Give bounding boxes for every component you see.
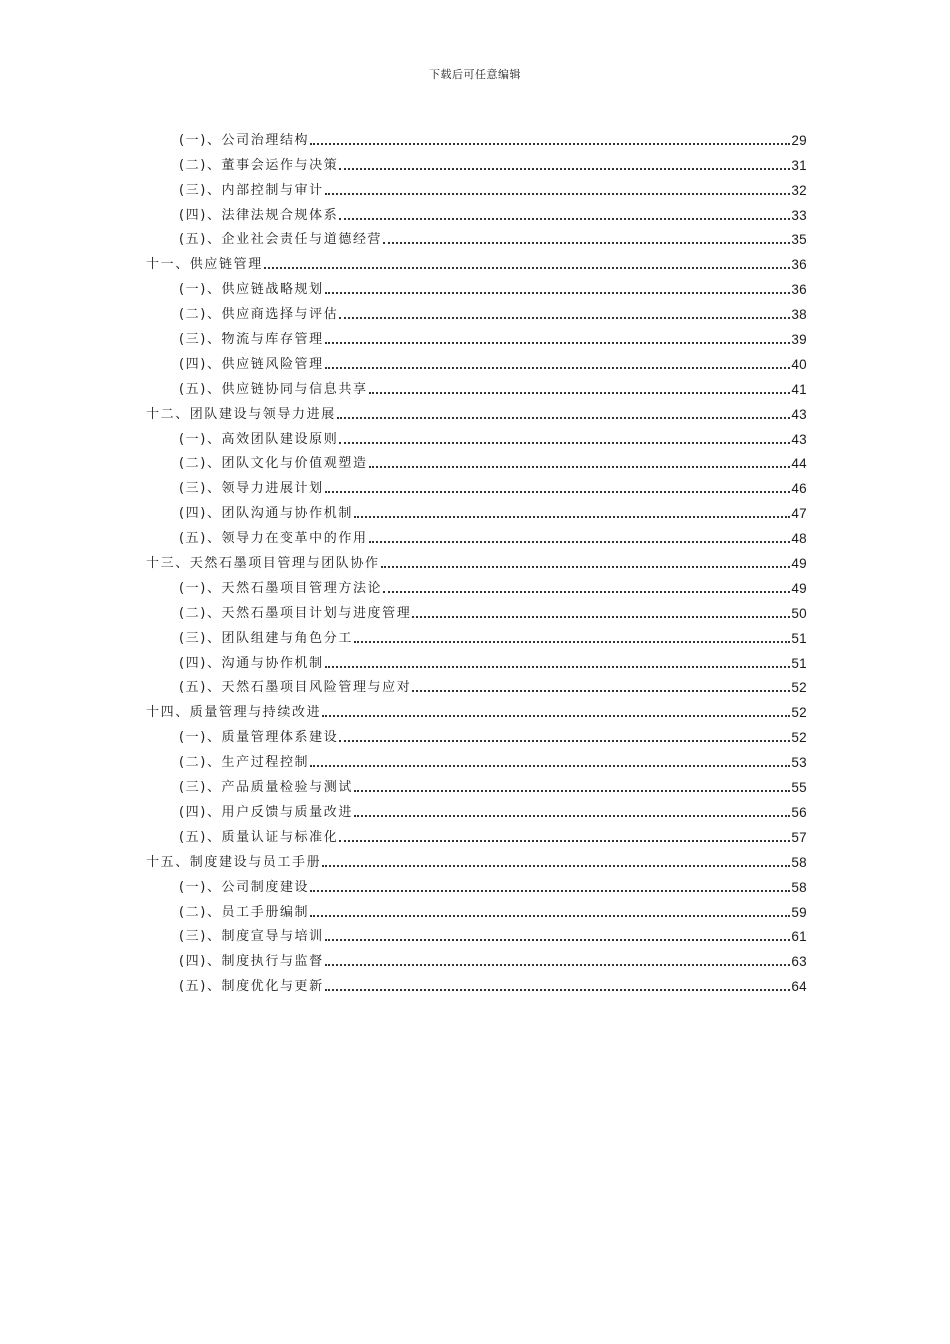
toc-section-entry[interactable] <box>146 498 807 523</box>
toc-page-number: 29 <box>791 132 807 148</box>
toc-page-number: 50 <box>791 605 807 621</box>
toc-page-number: 36 <box>791 257 807 273</box>
toc-dot-leader <box>310 890 790 892</box>
toc-entry-title: (三)、产品质量检验与测试 <box>179 780 353 796</box>
toc-dot-leader <box>339 442 790 444</box>
toc-page-number: 49 <box>791 556 807 572</box>
toc-dot-leader <box>310 915 790 917</box>
toc-section-entry[interactable] <box>146 299 807 324</box>
toc-section-entry[interactable] <box>146 473 807 498</box>
toc-page-number: 44 <box>791 456 807 472</box>
toc-page-number: 64 <box>791 979 807 995</box>
toc-entry-title: 十一、供应链管理 <box>146 257 263 273</box>
toc-page-number: 58 <box>791 879 807 895</box>
toc-section-entry[interactable] <box>146 897 807 922</box>
toc-section-entry[interactable] <box>146 523 807 548</box>
toc-section-entry[interactable] <box>146 274 807 299</box>
toc-entry-title: (五)、领导力在变革中的作用 <box>179 531 368 547</box>
toc-entry-title: (三)、制度宣导与培训 <box>179 929 324 945</box>
toc-section-entry[interactable] <box>146 374 807 399</box>
toc-dot-leader <box>354 790 790 792</box>
toc-page-number: 51 <box>791 630 807 646</box>
toc-chapter-entry[interactable] <box>146 847 807 872</box>
toc-dot-leader <box>339 740 790 742</box>
toc-dot-leader <box>354 516 790 518</box>
toc-entry-title: (一)、高效团队建设原则 <box>179 431 339 447</box>
toc-dot-leader <box>339 168 790 170</box>
toc-entry-title: (一)、公司制度建设 <box>179 879 310 895</box>
toc-page-number: 31 <box>791 157 807 173</box>
toc-entry-title: (二)、员工手册编制 <box>179 904 310 920</box>
toc-section-entry[interactable] <box>146 772 807 797</box>
toc-dot-leader <box>325 989 791 991</box>
toc-page-number: 43 <box>791 406 807 422</box>
toc-section-entry[interactable] <box>146 797 807 822</box>
toc-dot-leader <box>412 690 790 692</box>
toc-dot-leader <box>339 218 790 220</box>
toc-page-number: 40 <box>791 356 807 372</box>
toc-chapter-entry[interactable] <box>146 249 807 274</box>
toc-dot-leader <box>325 342 791 344</box>
toc-entry-title: (四)、团队沟通与协作机制 <box>179 506 353 522</box>
toc-dot-leader <box>354 641 790 643</box>
toc-dot-leader <box>339 317 790 319</box>
toc-dot-leader <box>310 143 790 145</box>
toc-entry-title: (一)、供应链战略规划 <box>179 282 324 298</box>
toc-dot-leader <box>369 541 791 543</box>
toc-page-number: 57 <box>791 829 807 845</box>
toc-dot-leader <box>322 865 790 867</box>
toc-page-number: 59 <box>791 904 807 920</box>
toc-entry-title: (五)、制度优化与更新 <box>179 979 324 995</box>
toc-dot-leader <box>369 466 791 468</box>
toc-entry-title: (四)、供应链风险管理 <box>179 356 324 372</box>
toc-entry-title: (五)、天然石墨项目风险管理与应对 <box>179 680 412 696</box>
toc-entry-title: (三)、团队组建与角色分工 <box>179 630 353 646</box>
toc-dot-leader <box>354 815 790 817</box>
toc-page-number: 55 <box>791 780 807 796</box>
toc-dot-leader <box>383 591 790 593</box>
toc-page-number: 63 <box>791 954 807 970</box>
toc-entry-title: (一)、天然石墨项目管理方法论 <box>179 580 383 596</box>
toc-section-entry[interactable] <box>146 922 807 947</box>
toc-chapter-entry[interactable] <box>146 548 807 573</box>
toc-entry-title: 十二、团队建设与领导力进展 <box>146 406 336 422</box>
toc-entry-title: 十三、天然石墨项目管理与团队协作 <box>146 556 380 572</box>
toc-page-number: 48 <box>791 531 807 547</box>
toc-page-number: 52 <box>791 705 807 721</box>
toc-page-number: 38 <box>791 307 807 323</box>
table-of-contents <box>146 125 807 996</box>
toc-dot-leader <box>325 367 791 369</box>
toc-entry-title: (三)、物流与库存管理 <box>179 332 324 348</box>
toc-section-entry[interactable] <box>146 200 807 225</box>
toc-page-number: 35 <box>791 232 807 248</box>
toc-section-entry[interactable] <box>146 324 807 349</box>
toc-dot-leader <box>412 616 790 618</box>
toc-section-entry[interactable] <box>146 946 807 971</box>
toc-section-entry[interactable] <box>146 349 807 374</box>
toc-page-number: 52 <box>791 680 807 696</box>
toc-dot-leader <box>325 964 791 966</box>
toc-page-number: 49 <box>791 580 807 596</box>
toc-section-entry[interactable] <box>146 648 807 673</box>
toc-chapter-entry[interactable] <box>146 697 807 722</box>
toc-page-number: 36 <box>791 282 807 298</box>
toc-section-entry[interactable] <box>146 872 807 897</box>
toc-page-number: 43 <box>791 431 807 447</box>
toc-entry-title: (二)、天然石墨项目计划与进度管理 <box>179 605 412 621</box>
toc-section-entry[interactable] <box>146 449 807 474</box>
toc-section-entry[interactable] <box>146 125 807 150</box>
toc-page-number: 52 <box>791 730 807 746</box>
toc-section-entry[interactable] <box>146 822 807 847</box>
toc-dot-leader <box>325 666 791 668</box>
toc-entry-title: (五)、质量认证与标准化 <box>179 829 339 845</box>
toc-section-entry[interactable] <box>146 424 807 449</box>
toc-section-entry[interactable] <box>146 673 807 698</box>
toc-page-number: 41 <box>791 381 807 397</box>
toc-entry-title: (四)、法律法规合规体系 <box>179 207 339 223</box>
toc-entry-title: (二)、团队文化与价值观塑造 <box>179 456 368 472</box>
toc-page-number: 39 <box>791 332 807 348</box>
toc-dot-leader <box>339 840 790 842</box>
toc-entry-title: (二)、供应商选择与评估 <box>179 307 339 323</box>
page-header: 下载后可任意编辑 <box>429 68 521 81</box>
toc-entry-title: (三)、内部控制与审计 <box>179 182 324 198</box>
toc-section-entry[interactable] <box>146 598 807 623</box>
toc-section-entry[interactable] <box>146 971 807 996</box>
toc-entry-title: (二)、生产过程控制 <box>179 755 310 771</box>
toc-entry-title: (五)、供应链协同与信息共享 <box>179 381 368 397</box>
toc-dot-leader <box>369 392 791 394</box>
toc-dot-leader <box>310 765 790 767</box>
toc-page-number: 32 <box>791 182 807 198</box>
toc-dot-leader <box>264 267 791 269</box>
toc-section-entry[interactable] <box>146 150 807 175</box>
toc-chapter-entry[interactable] <box>146 399 807 424</box>
toc-entry-title: (五)、企业社会责任与道德经营 <box>179 232 383 248</box>
toc-entry-title: (三)、领导力进展计划 <box>179 481 324 497</box>
toc-page-number: 53 <box>791 755 807 771</box>
toc-page-number: 46 <box>791 481 807 497</box>
toc-section-entry[interactable] <box>146 623 807 648</box>
toc-entry-title: (四)、制度执行与监督 <box>179 954 324 970</box>
toc-entry-title: (二)、董事会运作与决策 <box>179 157 339 173</box>
toc-section-entry[interactable] <box>146 175 807 200</box>
toc-entry-title: 十四、质量管理与持续改进 <box>146 705 322 721</box>
toc-section-entry[interactable] <box>146 747 807 772</box>
toc-entry-title: 十五、制度建设与员工手册 <box>146 854 322 870</box>
toc-dot-leader <box>381 566 791 568</box>
toc-page-number: 33 <box>791 207 807 223</box>
toc-dot-leader <box>325 292 791 294</box>
toc-section-entry[interactable] <box>146 225 807 250</box>
toc-page-number: 51 <box>791 655 807 671</box>
toc-dot-leader <box>325 939 791 941</box>
toc-entry-title: (四)、沟通与协作机制 <box>179 655 324 671</box>
toc-dot-leader <box>322 715 790 717</box>
toc-page-number: 47 <box>791 506 807 522</box>
toc-dot-leader <box>325 193 791 195</box>
toc-entry-title: (四)、用户反馈与质量改进 <box>179 804 353 820</box>
toc-page-number: 56 <box>791 804 807 820</box>
toc-section-entry[interactable] <box>146 722 807 747</box>
toc-dot-leader <box>383 242 790 244</box>
toc-section-entry[interactable] <box>146 573 807 598</box>
toc-page-number: 58 <box>791 854 807 870</box>
toc-dot-leader <box>337 417 791 419</box>
toc-dot-leader <box>325 491 791 493</box>
toc-entry-title: (一)、质量管理体系建设 <box>179 730 339 746</box>
toc-entry-title: (一)、公司治理结构 <box>179 132 310 148</box>
toc-page-number: 61 <box>791 929 807 945</box>
